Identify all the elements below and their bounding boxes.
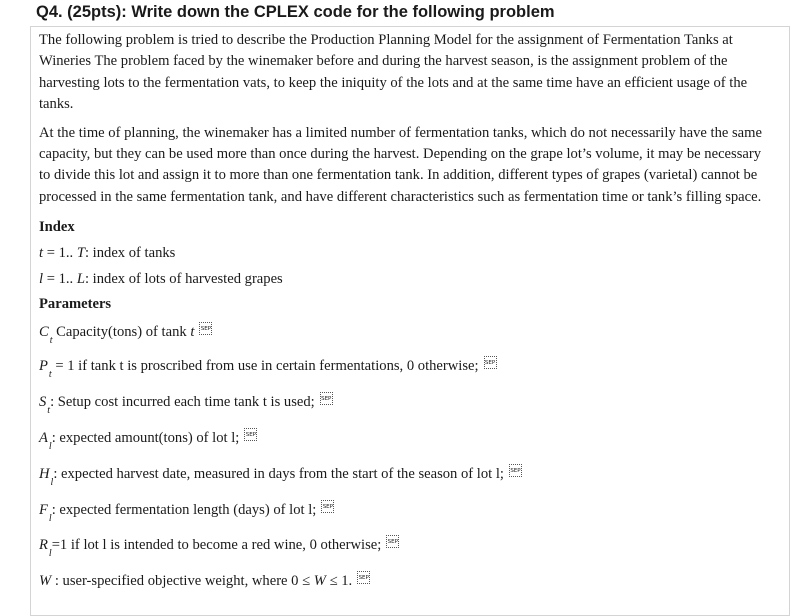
param-desc-var: W [313,573,326,590]
param-symbol: P [39,358,48,375]
sep-icon: SEP [484,356,497,369]
index-range: = 1.. [43,271,77,288]
param-desc: =1 if lot l is intended to become a red wine, 0 otherwise; [51,537,382,554]
param-desc: : Setup cost incurred each time tank t is used; [50,394,315,411]
parameter-proscribed [39,356,764,381]
param-desc: Capacity(tons) of tank [52,324,191,341]
index-bound: L [76,271,85,288]
index-desc: : index of lots of harvested grapes [84,271,283,288]
sep-icon: SEP [321,500,334,513]
param-desc-var: t [190,324,195,341]
param-symbol: C [39,324,49,341]
parameter-amount [39,428,764,453]
index-item-tanks [39,243,764,263]
param-desc: = 1 if tank t is proscribed from use in certain fermentations, 0 otherwise; [51,358,479,375]
param-subscript: l [50,477,54,489]
index-range: = 1.. [43,245,77,262]
parameter-red-wine [39,535,764,560]
param-symbol: A [39,430,48,447]
sep-icon: SEP [357,571,370,584]
sep-icon: SEP [509,464,522,477]
param-subscript: t [47,405,51,417]
sep-icon: SEP [244,428,257,441]
parameter-setup-cost [39,392,764,417]
param-desc: : expected harvest date, measured in days from the start of the season of lot l; [53,466,504,483]
param-symbol: H [39,466,50,483]
index-bound: T [76,245,85,262]
problem-content [39,30,764,591]
index-desc: : index of tanks [84,245,176,262]
sep-icon: SEP [386,535,399,548]
param-subscript: l [48,513,52,525]
intro-paragraph: The following problem is tried to describe the Production Planning Model for the assignment of Fermentation Tanks at Wineries The problem faced by the winemaker before and during the harvest season, is the assignment problem of the harvesting lots to the fermentation vats, to keep the iniquity of the lots and at the same time have an efficient usage of the tanks. [39,32,748,113]
parameters-heading: Parameters [39,296,112,313]
param-subscript: l [48,441,52,453]
param-symbol: R [39,537,48,554]
param-subscript: l [48,548,52,560]
parameter-fermentation-length [39,500,764,525]
index-symbol: t [39,245,44,262]
index-item-lots [39,269,764,289]
param-desc: : user-specified objective weight, where 0 ≤ [51,573,314,590]
sep-icon: SEP [320,392,333,405]
parameter-capacity [39,322,764,347]
question-title: Q4. (25pts): Write down the CPLEX code for the following problem [36,3,555,21]
param-desc: : expected fermentation length (days) of lot l; [51,502,317,519]
index-symbol: l [39,271,44,288]
param-subscript: t [49,335,53,347]
param-desc-tail: ≤ 1. [325,573,353,590]
param-symbol: F [39,502,48,519]
sep-icon: SEP [199,322,212,335]
parameter-objective-weight [39,571,764,591]
param-subscript: t [48,369,52,381]
index-heading: Index [39,219,75,236]
param-symbol: W [39,573,52,590]
param-desc: : expected amount(tons) of lot l; [51,430,240,447]
parameter-harvest-date [39,464,764,489]
planning-paragraph: At the time of planning, the winemaker has a limited number of fermentation tanks, which do not necessarily have the same capacity, but they can be used more than once during the harvest. Depending on the grape lot’s volume, it may be necessary to divide this lot and assign it to more than one fermentation tank. In addition, different types of grapes (varietal) cannot be processed in the same fermentation tank, and have different characteristics such as fermentation time or tank’s filling space. [39,124,762,205]
param-symbol: S [39,394,47,411]
